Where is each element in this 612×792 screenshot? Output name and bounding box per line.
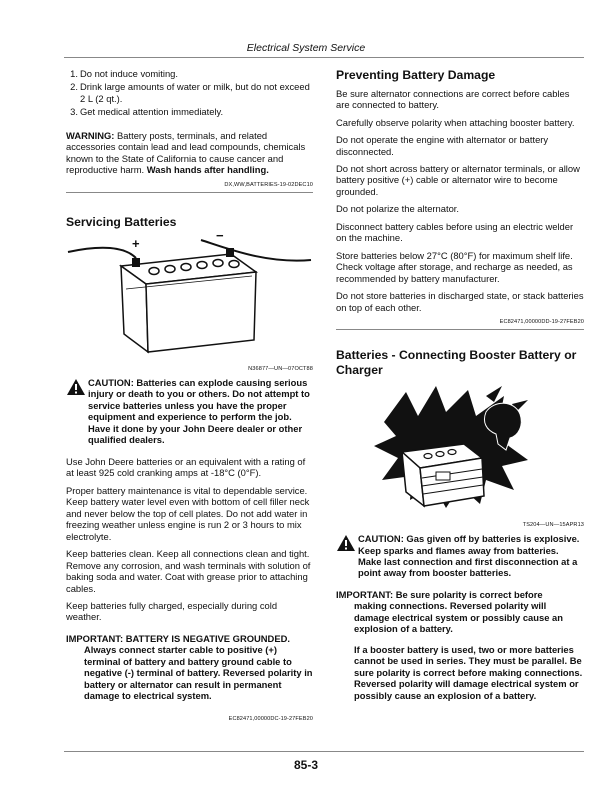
paragraph: Disconnect battery cables before using an electric welder on the machine. (336, 220, 574, 244)
reference-code: EC82471,00000DD-19-27FEB20 (499, 319, 584, 326)
important-text: Always connect starter cable to positive (+) terminal of battery and battery ground cable to negative (-) terminal of battery. Reversed polarity in battery or alternator can result in permanent damage to electrical system. (84, 644, 313, 702)
battery-illustration (66, 234, 313, 364)
paragraph: Do not polarize the alternator. (336, 203, 459, 215)
svg-text:+: + (132, 236, 140, 252)
section-divider (336, 329, 584, 330)
section-title-preventing: Preventing Battery Damage (336, 68, 496, 82)
svg-text:−: − (216, 234, 224, 244)
section-divider (66, 192, 313, 193)
paragraph: Do not store batteries in discharged state, or stack batteries on top of each other. (336, 290, 584, 313)
caution-block: CAUTION: Batteries can explode causing serious injury or death to you or others. Do not attempt to service batteries unless you have the proper equipment and experience to perform the job. Have it done by your John Deere dealer or other qualified dealers. (66, 377, 313, 446)
paragraph: Keep batteries clean. Keep all connections clean and tight. Remove any corrosion, and wash terminals with solution of baking soda and water. Coat with grease prior to attaching cables. (66, 548, 311, 594)
figure-reference: N36877—UN—07OCT88 (248, 366, 313, 373)
page-number: 85-3 (293, 758, 319, 772)
running-header: Electrical System Service (246, 42, 366, 54)
paragraph: Store batteries below 27°C (80°F) for maximum shelf life. Check voltage after storage, and recharge as needed, as recommended by battery manufacturer. (336, 249, 573, 284)
paragraph: Proper battery maintenance is vital to dependable service. Keep battery water level even with bottom of cell filler neck and never below the top of cell plates. Do not add water in freezing weather unless engine is run 2 or 3 hours to mix electrolyte. (66, 484, 310, 542)
warning-triangle-icon (66, 378, 86, 396)
paragraph: Do not operate the engine with alternator or battery disconnected. (336, 134, 549, 157)
header-divider (64, 57, 584, 58)
warning-triangle-icon (336, 534, 356, 552)
important-heading: IMPORTANT: Be sure polarity is correct before (336, 588, 543, 600)
list-item: 2. Drink large amounts of water or milk, but do not exceed 2 L (2 qt.). (70, 81, 310, 104)
footer-divider (64, 751, 584, 752)
important-heading: IMPORTANT: BATTERY IS NEGATIVE GROUNDED. (66, 632, 290, 644)
left-column (66, 68, 313, 726)
paragraph: Keep batteries fully charged, especially during cold weather. (66, 599, 278, 623)
first-aid-list (66, 68, 313, 118)
list-item: 1. Do not induce vomiting. (70, 68, 178, 79)
reference-code: DX,WW,BATTERIES-19-02DEC10 (224, 181, 313, 188)
list-item: 3. Get medical attention immediately. (70, 106, 224, 118)
paragraph: Carefully observe polarity when attaching booster battery. (336, 116, 575, 128)
right-column (336, 68, 584, 707)
section-title-servicing: Servicing Batteries (66, 214, 177, 229)
paragraph: Do not short across battery or alternator terminals, or allow battery positive (+) cable or alternator wire to become grounded. (336, 162, 580, 197)
caution-block: CAUTION: Gas given off by batteries is explosive. Keep sparks and flames away from batteries. Make last connection and first disconnection at a point away from booster batteries. (336, 533, 584, 579)
important-text: making connections. Reversed polarity will damage electrical system or possibly cause an explosion of a battery. (354, 600, 563, 635)
warning-paragraph: WARNING: Battery posts, terminals, and related accessories contain lead and lead compounds, chemicals known to the State of California to cause cancer and reproductive harm. Wash hands after handling. (66, 129, 306, 176)
reference-code: EC82471,00000DC-19-27FEB20 (228, 715, 313, 722)
battery-explosion-illustration (336, 382, 584, 520)
paragraph: Use John Deere batteries or an equivalent with a rating of at least 925 cold cranking amps at -18°C (0°F). (66, 455, 306, 479)
important-text: If a booster battery is used, two or more batteries cannot be used in series. They must be parallel. Be sure polarity is correct before making connections. Reversed polarity will damage electrical system or possibly cause an explosion of a battery. (354, 643, 583, 701)
figure-reference: TS204—UN—15APR13 (522, 522, 584, 529)
paragraph: Be sure alternator connections are correct before cables are connected to battery. (336, 87, 570, 111)
section-title-booster: Batteries - Connecting Booster Battery or Charger (336, 347, 577, 377)
